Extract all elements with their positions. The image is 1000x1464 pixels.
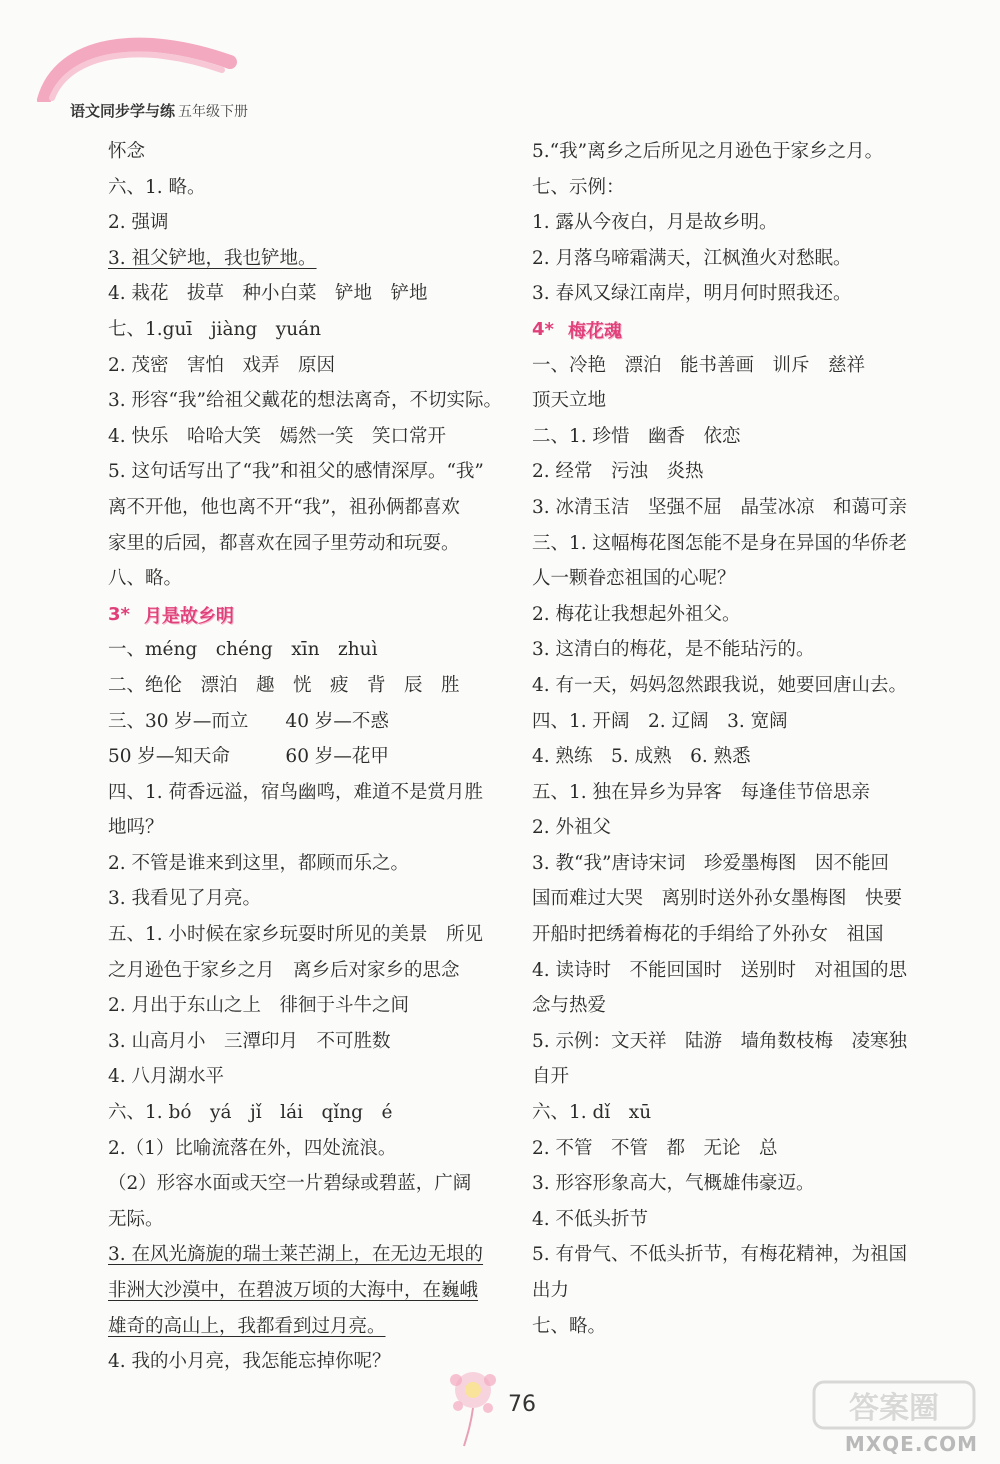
answer-text: 4. 熟练 5. 成熟 6. 熟悉 [532, 746, 751, 768]
answer-line [532, 632, 927, 668]
answer-text: 5. 这句话写出了“我”和祖父的感情深厚。“我” [108, 461, 484, 483]
answer-text: 八、略。 [108, 568, 183, 590]
answer-text: 4. 有一天，妈妈忽然跟我说，她要回唐山去。 [532, 674, 908, 696]
answer-text: 5. 示例：文天祥 陆游 墙角数枝梅 凌寒独 [532, 1030, 908, 1052]
answer-text: 2.（1）比喻流落在外，四处流浪。 [108, 1137, 397, 1159]
answer-text: 3. 这清白的梅花，是不能玷污的。 [532, 639, 815, 661]
answer-line [108, 312, 506, 348]
section-title: 梅花魂 [567, 320, 622, 342]
answer-line [108, 419, 506, 455]
watermark-url: MXQE.COM [844, 1432, 978, 1456]
answer-text: 家里的后园，都喜欢在园子里劳动和玩耍。 [108, 532, 460, 554]
book-title: 语文同步学与练 [70, 102, 176, 120]
answer-line [532, 490, 927, 526]
answer-line [108, 205, 506, 241]
answer-line [108, 1202, 506, 1238]
answer-line [532, 419, 927, 455]
answer-text: 顶天立地 [532, 390, 607, 412]
answer-text: 2. 经常 污浊 炎热 [532, 461, 704, 483]
answer-line [108, 917, 506, 953]
answer-text: 非洲大沙漠中，在碧波万顷的大海中，在巍峨 [108, 1280, 479, 1301]
answer-text: 二、1. 珍惜 幽香 依恋 [532, 425, 741, 447]
answer-line [108, 1237, 506, 1273]
answer-text: 三、30 岁—而立 40 岁—不惑 [108, 710, 389, 732]
section-title: 月是故乡明 [143, 605, 234, 627]
answer-line [532, 917, 927, 953]
answer-text: 3. 祖父铲地，我也铲地。 [108, 247, 317, 269]
answer-line [108, 668, 506, 704]
answer-text: 国而难过大哭 离别时送外孙女墨梅图 快要 [532, 888, 903, 910]
answer-text: 开船时把绣着梅花的手绢给了外孙女 祖国 [532, 924, 884, 946]
answer-text: 怀念 [108, 141, 146, 162]
answer-line [532, 1237, 927, 1273]
answer-line [532, 205, 927, 241]
answer-line [532, 810, 927, 846]
answer-line [108, 490, 506, 526]
answer-line [532, 170, 927, 206]
answer-line [108, 953, 506, 989]
answer-text: 2. 月落乌啼霜满天，江枫渔火对愁眠。 [532, 247, 852, 269]
answer-text: 3. 教“我”唐诗宋词 珍爱墨梅图 因不能回 [532, 852, 889, 874]
answer-line [532, 597, 927, 633]
answer-text: 2. 外祖父 [532, 817, 612, 839]
left-column [108, 134, 506, 1380]
flower-decoration-icon [438, 1358, 508, 1448]
answer-line [108, 348, 506, 384]
answer-text: 四、1. 荷香远溢，宿鸟幽鸣，难道不是赏月胜 [108, 781, 484, 803]
answer-line [532, 276, 927, 312]
answer-line [108, 383, 506, 419]
answer-line [108, 276, 506, 312]
answer-line [532, 1273, 927, 1309]
answer-line [108, 561, 506, 597]
answer-text: 五、1. 小时候在家乡玩耍时所见的美景 所见 [108, 924, 484, 946]
answer-text: 4. 快乐 哈哈大笑 嫣然一笑 笑口常开 [108, 425, 447, 447]
book-grade: 五年级下册 [178, 104, 248, 120]
answer-line [108, 134, 506, 170]
answer-text: 之月逊色于家乡之月 离乡后对家乡的思念 [108, 959, 460, 981]
answer-text: 六、1. bó yá jǐ lái qǐng é [108, 1102, 393, 1124]
answer-text: 一、méng chéng xīn zhuì [108, 639, 378, 661]
answer-text: 念与热爱 [532, 995, 607, 1017]
answer-text: 离不开他，他也离不开“我”，祖孙俩都喜欢 [108, 496, 460, 518]
answer-line [108, 170, 506, 206]
answer-line [108, 1131, 506, 1167]
section-number: 3* [108, 604, 130, 626]
answer-line [108, 846, 506, 882]
answer-line [532, 1059, 927, 1095]
answer-line [108, 1024, 506, 1060]
answer-line [108, 881, 506, 917]
answer-text: 二、绝伦 漂泊 趣 恍 疲 背 辰 胜 [108, 674, 460, 696]
right-column [532, 134, 927, 1344]
svg-text:答案圈: 答案圈 [849, 1391, 939, 1426]
answer-text: 四、1. 开阔 2. 辽阔 3. 宽阔 [532, 710, 788, 732]
answer-line [108, 1166, 506, 1202]
answer-line [532, 348, 927, 384]
answer-text: 3. 春风又绿江南岸，明月何时照我还。 [532, 283, 852, 305]
answer-line [532, 1024, 927, 1060]
page-number: 76 [508, 1392, 536, 1417]
answer-line [532, 846, 927, 882]
answer-line [532, 1202, 927, 1238]
answer-text: 地吗？ [108, 817, 164, 839]
answer-text: 六、1. 略。 [108, 176, 206, 198]
answer-line [108, 775, 506, 811]
answer-line [532, 1131, 927, 1167]
answer-text: 六、1. dǐ xū [532, 1102, 652, 1124]
answer-text: 人一颗眷恋祖国的心呢？ [532, 568, 736, 590]
answer-line [532, 739, 927, 775]
answer-text: 2. 月出于东山之上 徘徊于斗牛之间 [108, 995, 410, 1017]
answer-text: 3. 形容“我”给祖父戴花的想法离奇，不切实际。 [108, 390, 502, 412]
answer-text: （2）形容水面或天空一片碧绿或碧蓝，广阔 [108, 1173, 472, 1195]
answer-line [532, 1166, 927, 1202]
answer-line [532, 1309, 927, 1345]
answer-text: 一、冷艳 漂泊 能书善画 训斥 慈祥 [532, 354, 866, 376]
answer-text: 1. 露从今夜白，月是故乡明。 [532, 212, 778, 234]
answer-text: 4. 栽花 拔草 种小白菜 铲地 铲地 [108, 283, 428, 305]
answer-text: 三、1. 这幅梅花图怎能不是身在异国的华侨老 [532, 532, 908, 554]
answer-text: 五、1. 独在异乡为异客 每逢佳节倍思亲 [532, 781, 871, 803]
answer-text: 4. 读诗时 不能回国时 送别时 对祖国的思 [532, 959, 908, 981]
answer-line [108, 739, 506, 775]
answer-line [108, 1309, 506, 1345]
answer-line [108, 454, 506, 490]
answer-line [108, 1059, 506, 1095]
answer-line [108, 1095, 506, 1131]
answer-line [108, 704, 506, 740]
answer-text: 七、略。 [532, 1315, 607, 1337]
answer-line [532, 881, 927, 917]
answer-line [532, 988, 927, 1024]
answer-line [532, 668, 927, 704]
answer-text: 5. 有骨气、不低头折节，有梅花精神，为祖国 [532, 1244, 908, 1266]
answer-text: 自开 [532, 1066, 570, 1088]
answer-line [532, 526, 927, 562]
answer-line [532, 454, 927, 490]
page-header [30, 22, 350, 120]
answer-line [108, 810, 506, 846]
answer-text: 3. 在风光旖旎的瑞士莱芒湖上，在无边无垠的 [108, 1244, 484, 1266]
answer-text: 七、1.guī jiàng yuán [108, 318, 322, 340]
answer-text: 3. 冰清玉洁 坚强不屈 晶莹冰凉 和蔼可亲 [532, 496, 908, 518]
answer-text: 3. 形容形象高大，气概雄伟豪迈。 [532, 1173, 815, 1195]
answer-line [532, 704, 927, 740]
answer-text: 3. 山高月小 三潭印月 不可胜数 [108, 1030, 391, 1052]
answer-text: 2. 不管 不管 都 无论 总 [532, 1137, 778, 1159]
answer-line [108, 988, 506, 1024]
answer-text: 2. 强调 [108, 212, 169, 234]
answer-text: 2. 梅花让我想起外祖父。 [532, 603, 741, 625]
answer-text: 4. 不低头折节 [532, 1208, 649, 1230]
section-heading [108, 597, 506, 633]
answer-text: 4. 我的小月亮，我怎能忘掉你呢？ [108, 1351, 391, 1373]
answer-text: 50 岁—知天命 60 岁—花甲 [108, 746, 389, 768]
answer-line [532, 383, 927, 419]
answer-line [108, 1273, 506, 1309]
answer-line [532, 1095, 927, 1131]
answer-text: 5.“我”离乡之后所见之月逊色于家乡之月。 [532, 141, 884, 162]
section-heading [532, 312, 927, 348]
answer-text: 2. 不管是谁来到这里，都顾而乐之。 [108, 852, 410, 874]
answer-text: 无际。 [108, 1208, 164, 1230]
answer-text: 七、示例： [532, 176, 625, 198]
header-decoration-arc [30, 22, 240, 102]
answer-line [532, 953, 927, 989]
answer-text: 出力 [532, 1280, 570, 1301]
answer-text: 4. 八月湖水平 [108, 1066, 225, 1088]
answer-line [108, 632, 506, 668]
answer-line [108, 241, 506, 277]
answer-text: 3. 我看见了月亮。 [108, 888, 262, 910]
answer-line [532, 561, 927, 597]
answer-text: 2. 茂密 害怕 戏弄 原因 [108, 354, 336, 376]
answer-line [532, 134, 927, 170]
answer-line [532, 775, 927, 811]
answer-line [532, 241, 927, 277]
answer-line [108, 526, 506, 562]
answer-text: 雄奇的高山上，我都看到过月亮。 [108, 1315, 386, 1337]
section-number: 4* [532, 319, 554, 341]
